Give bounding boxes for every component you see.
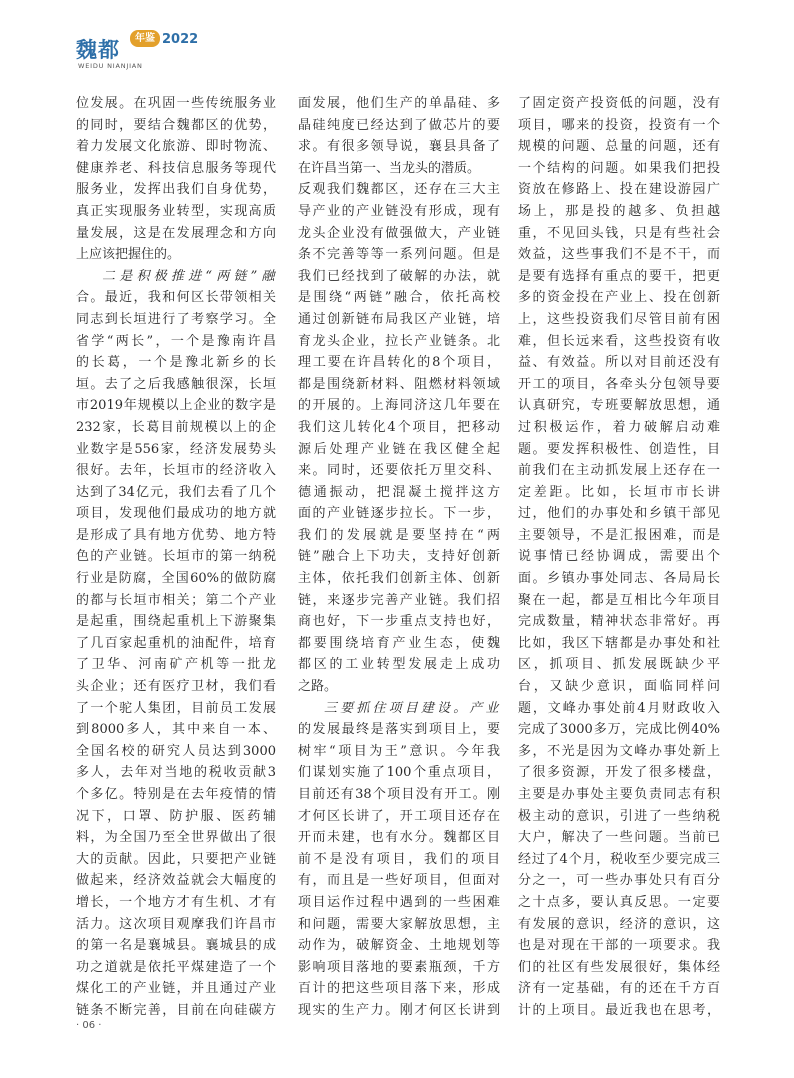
text-line: 是形成了具有地方优势、地方特 [76,527,276,543]
text-line: 增长，一个地方才有生机、才有 [76,894,276,910]
text-column-1 [76,93,276,1022]
text-line: 项目，发现他们最成功的地方就 [76,506,276,522]
text-line: 台，又缺少意识，面临同样问 [518,679,720,695]
text-line: 通过创新链布局我区产业链，培 [298,311,500,327]
text-line: 面。乡镇办事处同志、各局局长 [518,571,720,587]
text-line: 真正实现服务业转型，实现高质 [76,203,276,219]
section-heading-line: 三要抓住项目建设。产业 [324,700,500,716]
text-line: 反观我们魏都区，还存在三大主 [298,182,500,198]
text-line: 市2019年规模以上企业的数字是 [76,398,276,414]
text-line: 影响项目落地的要素瓶颈，千方 [298,959,500,975]
text-line: 极主动的意识，引进了一些纳税 [518,808,720,824]
text-line: 树牢“项目为王”意识。今年我 [298,743,500,759]
text-line: 规模的问题、总量的问题，还有 [518,139,720,155]
text-line: 们的社区有些发展很好，集体经 [518,959,720,975]
text-line: 了几百家起重机的油配件，培育 [76,635,276,651]
text-line: 全国名校的研究人员达到3000 [76,743,276,759]
text-line: 大的贡献。因此，只要把产业链 [76,851,276,867]
text-line: 难，但长远来看，这些投资有收 [518,333,720,349]
text-line: 位发展。在巩固一些传统服务业 [76,96,276,111]
text-column-3 [518,93,720,1022]
text-line: 达到了34亿元，我们去看了几个 [76,484,276,500]
text-line: 多人，去年对当地的税收贡献3 [76,765,276,781]
text-line: 合。最近，我和何区长带领相关 [76,290,276,306]
text-line: 都是围绕新材料、阻燃材料领域 [298,376,500,392]
text-line: 百计的把这些项目落下来，形成 [298,981,500,997]
text-line: 在许昌当第一、当龙头的潜质。 [298,160,481,176]
text-line: 定差距。比如，长垣市市长讲 [518,484,720,500]
yearbook-logo [76,28,199,78]
text-line: 大户，解决了一些问题。当前已 [518,830,720,846]
text-line: 育龙头企业，拉长产业链条。北 [298,333,500,349]
text-line: 商也好，下一步重点支持也好， [298,614,500,630]
text-line: 益、有效益。所以对目前还没有 [518,355,720,371]
text-line: 认真研究，专班要解放思想，通 [518,398,720,414]
text-line: 分之一，可一些办事处只有百分 [518,873,720,889]
text-line: 链”融合上下功夫，支持好创新 [298,549,500,565]
text-line: 服务业，发挥出我们自身优势， [76,182,276,198]
text-line: 晶硅纯度已经达到了做芯片的要 [298,117,500,133]
text-line: 同志到长垣进行了考察学习。全 [76,311,276,327]
text-line: 之路。 [298,679,338,695]
text-line: 有，而且是一些好项目，但面对 [298,873,500,889]
text-line: 链条不断完善，目前在向硅碳方 [76,1002,276,1018]
text-line: 232家，长葛目前规模以上的企 [76,419,276,435]
text-line: 有发展的意识，经济的意识，这 [518,916,720,932]
text-line: 条不完善等等一系列问题。但是 [298,247,500,263]
section-heading-line: 二是积极推进“两链”融 [102,268,276,284]
text-line: 聚在一起，都是互相比今年项目 [518,592,720,608]
text-line: 垣。去了之后我感触很深，长垣 [76,376,276,392]
text-line: 了固定资产投资低的问题，没有 [518,96,720,111]
text-line: 济有一定基础，有的还在千方百 [518,981,720,997]
logo-brand-text: 魏都 [76,38,120,62]
text-line: 行业是防腐，全国60%的做防腐 [76,571,276,587]
text-line: 都区的工业转型发展走上成功 [298,657,500,673]
text-line: 求。有很多领导说，襄县具备了 [298,139,500,155]
text-line: 量发展，这是在发展理念和方向 [76,225,276,241]
text-line: 头企业；还有医疗卫材，我们看 [76,679,276,695]
text-line: 计的上项目。最近我也在思考， [518,1002,720,1018]
text-line: 前不是没有项目，我们的项目 [298,851,500,867]
text-line: 上，这些投资我们尽管目前有困 [518,311,720,327]
text-line: 功之道就是依托平煤建造了一个 [76,959,276,975]
text-line: 才何区长讲了，开工项目还存在 [298,808,500,824]
text-line: 完成了3000多万，完成比例40% [518,722,720,738]
text-line: 区，抓项目、抓发展既缺少平 [518,657,720,673]
text-line: 德通振动，把混凝土搅拌这方 [298,484,500,500]
text-line: 重，不见回头钱，只是有些社会 [518,225,720,241]
text-line: 前我们在主动抓发展上还存在一 [518,463,720,479]
text-line: 料，为全国乃至全世界做出了很 [76,830,276,846]
text-line: 之十点多，要认真反思。一定要 [518,894,720,910]
page-number: · 06 · [76,1020,102,1031]
text-line: 过，他们的办事处和乡镇干部见 [518,506,720,522]
text-line: 活力。这次项目观摩我们许昌市 [76,916,276,932]
text-line: 资放在修路上、投在建设游园广 [518,182,720,198]
text-line: 很好。去年，长垣市的经济收入 [76,463,276,479]
text-line: 多的资金投在产业上、投在创新 [518,290,720,306]
text-line: 是起重，围绕起重机上下游聚集 [76,614,276,630]
text-line: 健康养老、科技信息服务等现代 [76,160,276,176]
text-line: 况下，口罩、防护服、医药辅 [76,808,276,824]
text-line: 的第一名是襄城县。襄城县的成 [76,938,276,954]
text-line: 的同时，要结合魏都区的优势， [76,117,276,133]
text-line: 说事情已经协调成，需要出个 [518,549,720,565]
text-column-2 [298,93,500,1022]
text-line: 一个结构的问题。如果我们把投 [518,160,720,176]
text-line: 主要领导，不是汇报困难，而是 [518,527,720,543]
text-line: 理工要在许昌转化的8个项目， [298,355,500,371]
text-line: 效益，这些事我们不是不干，而 [518,247,720,263]
text-line: 的开展的。上海同济这几年要在 [298,398,500,414]
text-line: 比如，我区下辖都是办事处和社 [518,635,720,651]
text-line: 了一个驼人集团，目前员工发展 [76,700,276,716]
text-line: 场上，那是投的越多、负担越 [518,203,720,219]
text-line: 目前还有38个项目没有开工。刚 [298,787,500,802]
text-line: 上应该把握住的。 [76,247,181,263]
text-line: 个多亿。特别是在去年疫情的情 [76,787,276,802]
text-line: 经过了4个月，税收至少要完成三 [518,851,720,867]
logo-seal-badge: 年鉴 [130,30,160,47]
text-line: 现实的生产力。刚才何区长讲到 [298,1002,500,1018]
text-line: 业数字是556家，经济发展势头 [76,441,276,457]
text-line: 的都与长垣市相关；第二个产业 [76,592,276,608]
text-line: 导产业的产业链没有形成，现有 [298,203,500,219]
text-line: 过积极运作，着力破解启动难 [518,419,720,435]
text-line: 和问题，需要大家解放思想，主 [298,916,500,932]
text-line: 龙头企业没有做强做大，产业链 [298,225,500,241]
text-line: 也是对现在干部的一项要求。我 [518,938,720,954]
text-line: 着力发展文化旅游、即时物流、 [76,139,276,155]
text-line: 完成数量，精神状态非常好。再 [518,614,720,630]
text-line: 题。要发挥积极性、创造性，目 [518,441,720,457]
text-line: 开工的项目，各牵头分包领导要 [518,376,720,392]
text-line: 色的产业链。长垣市的第一纳税 [76,549,276,565]
text-line: 源后处理产业链在我区健全起 [298,441,500,457]
text-line: 做起来，经济效益就会大幅度的 [76,873,276,889]
text-line: 链，来逐步完善产业链。我们招 [298,592,500,608]
text-line: 省学“两长”，一个是豫南许昌 [76,333,276,349]
text-line: 面的产业链逐步拉长。下一步， [298,506,500,522]
text-line: 项目，哪来的投资，投资有一个 [518,117,720,133]
text-line: 到8000多人，其中来自一本、 [76,722,276,738]
text-line: 主体，依托我们创新主体、创新 [298,571,500,587]
text-line: 面发展，他们生产的单晶硅、多 [298,96,500,111]
text-line: 我们的发展就是要坚持在“两 [298,527,500,543]
text-line: 主要是办事处主要负责同志有积 [518,787,720,802]
text-line: 动作为，破解资金、土地规划等 [298,938,500,954]
text-line: 多，不光是因为文峰办事处新上 [518,743,720,759]
text-line: 了卫华、河南矿产机等一批龙 [76,657,276,673]
text-line: 开而未建，也有水分。魏都区目 [298,830,500,846]
text-line: 们谋划实施了100个重点项目， [298,765,500,781]
text-line: 项目运作过程中遇到的一些困难 [298,894,500,910]
text-line: 是围绕“两链”融合，依托高校 [298,290,500,306]
text-line: 来。同时，还要依托万里交科、 [298,463,500,479]
text-line: 我们这儿转化4个项目，把移动 [298,419,500,435]
text-line: 的长葛，一个是豫北新乡的长 [76,355,276,371]
text-line: 是要有选择有重点的要干，把更 [518,268,720,284]
text-line: 都要围绕培育产业生态，使魏 [298,635,500,651]
text-line: 了很多资源，开发了很多楼盘， [518,765,720,781]
logo-subtitle: WEIDU NIANJIAN [78,62,143,70]
text-line: 煤化工的产业链，并且通过产业 [76,981,276,997]
text-line: 我们已经找到了破解的办法，就 [298,268,500,284]
text-line: 题，文峰办事处前4月财政收入 [518,700,720,716]
text-line: 的发展最终是落实到项目上，要 [298,722,500,738]
logo-year: 2022 [162,32,199,47]
